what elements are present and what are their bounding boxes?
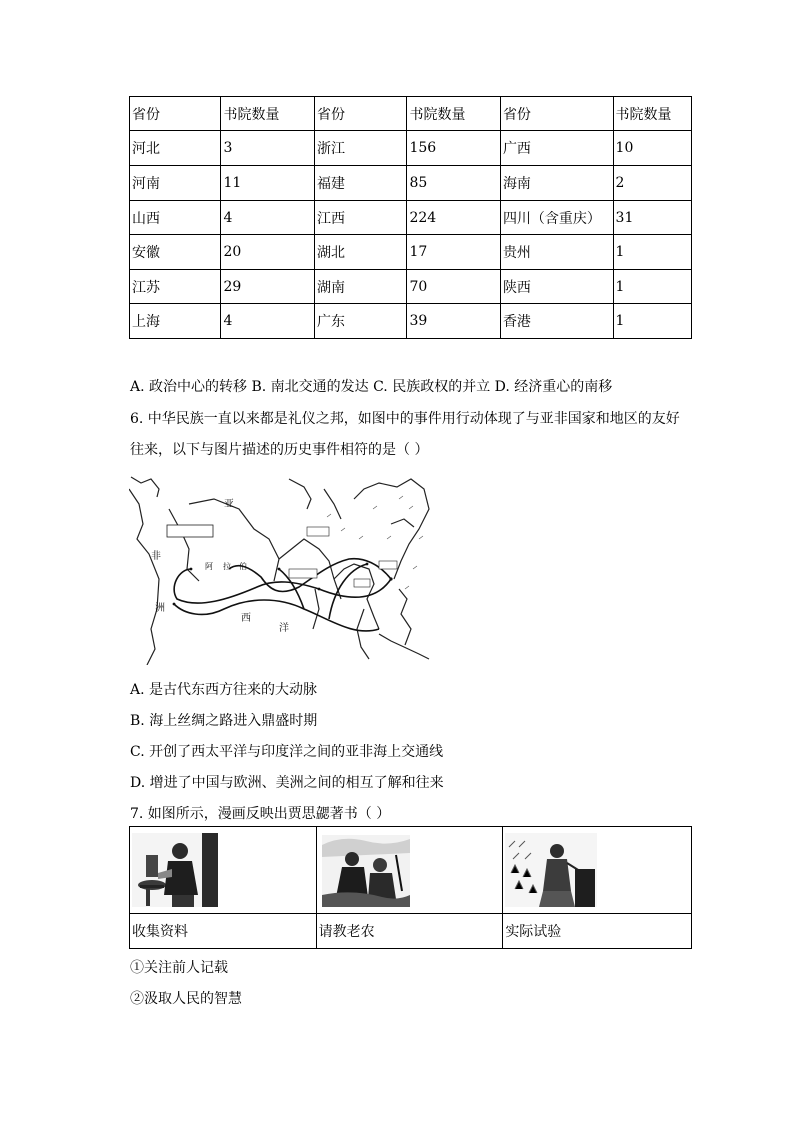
q6-option-d: D. 增进了中国与欧洲、美洲之间的相互了解和往来: [130, 775, 444, 791]
table-header-cell: 书院数量: [221, 97, 314, 131]
table-header-cell: 省份: [130, 97, 221, 131]
comic-image-row: [130, 827, 692, 914]
map-label-arabia-2: 拉: [223, 562, 231, 571]
table-cell: 1: [613, 304, 691, 339]
table-header-row: [130, 97, 692, 131]
table-cell: 海南: [500, 166, 613, 201]
table-cell: 广西: [500, 131, 613, 166]
q5-options: A. 政治中心的转移 B. 南北交通的发达 C. 民族政权的并立 D. 经济重心的南移: [130, 379, 613, 395]
table-cell: 85: [407, 166, 500, 201]
table-cell: 1: [613, 270, 691, 304]
table-cell: 陕西: [500, 270, 613, 304]
map-label-africa-2: 洲: [155, 603, 165, 614]
map-label-arabia-1: 阿: [205, 562, 213, 571]
asking-farmer-picture: [322, 835, 410, 907]
q6-option-a: A. 是古代东西方往来的大动脉: [130, 682, 318, 698]
table-cell: 2: [613, 166, 691, 201]
table-row: [130, 166, 692, 201]
table-cell: 224: [407, 201, 500, 235]
table-cell: 39: [407, 304, 500, 339]
field-experiment-picture: [505, 833, 597, 907]
voyage-route-map: [129, 469, 432, 665]
table-header-cell: 省份: [314, 97, 406, 131]
q7-item-1: ①关注前人记载: [130, 960, 228, 976]
comic-cell-reading: [130, 827, 317, 914]
table-cell: 31: [613, 201, 691, 235]
map-label-asia: 亚: [224, 499, 234, 510]
table-row: [130, 270, 692, 304]
q6-stem-line2: 往来，以下与图片描述的历史事件相符的是（ ）: [130, 442, 429, 458]
table-cell: 江西: [314, 201, 406, 235]
table-cell: 20: [221, 235, 314, 270]
table-cell: 10: [613, 131, 691, 166]
table-cell: 156: [407, 131, 500, 166]
scholar-reading-picture: [132, 833, 218, 907]
map-label-africa-1: 非: [151, 551, 161, 562]
jia-sixie-comic-table: [129, 826, 692, 949]
q6-option-b: B. 海上丝绸之路进入鼎盛时期: [130, 713, 318, 729]
table-row: [130, 304, 692, 339]
table-row: [130, 131, 692, 166]
caption-experiment: 实际试验: [503, 914, 692, 949]
table-cell: 70: [407, 270, 500, 304]
table-cell: 河北: [130, 131, 221, 166]
table-cell: 江苏: [130, 270, 221, 304]
table-header-cell: 书院数量: [613, 97, 691, 131]
caption-ask-farmer: 请教老农: [316, 914, 503, 949]
table-cell: 3: [221, 131, 314, 166]
comic-caption-row: [130, 914, 692, 949]
table-header-cell: 书院数量: [407, 97, 500, 131]
q6-stem-line1: 6. 中华民族一直以来都是礼仪之邦，如图中的事件用行动体现了与亚非国家和地区的友好: [130, 411, 680, 427]
table-cell: 4: [221, 304, 314, 339]
comic-cell-experiment: [503, 827, 692, 914]
table-cell: 山西: [130, 201, 221, 235]
academy-count-table: [129, 96, 692, 339]
table-row: [130, 201, 692, 235]
comic-cell-farmer: [316, 827, 503, 914]
table-row: [130, 235, 692, 270]
q7-stem: 7. 如图所示，漫画反映出贾思勰著书（ ）: [130, 806, 391, 822]
table-header-cell: 省份: [500, 97, 613, 131]
table-cell: 香港: [500, 304, 613, 339]
table-cell: 河南: [130, 166, 221, 201]
table-cell: 贵州: [500, 235, 613, 270]
q7-item-2: ②汲取人民的智慧: [130, 991, 242, 1007]
map-label-ocean-2: 洋: [279, 623, 289, 634]
table-cell: 广东: [314, 304, 406, 339]
table-cell: 4: [221, 201, 314, 235]
table-cell: 福建: [314, 166, 406, 201]
table-cell: 湖北: [314, 235, 406, 270]
table-cell: 湖南: [314, 270, 406, 304]
table-cell: 上海: [130, 304, 221, 339]
table-cell: 浙江: [314, 131, 406, 166]
table-cell: 17: [407, 235, 500, 270]
table-cell: 安徽: [130, 235, 221, 270]
table-cell: 四川（含重庆）: [500, 201, 613, 235]
table-cell: 11: [221, 166, 314, 201]
map-label-arabia-3: 伯: [239, 562, 247, 571]
map-label-ocean-1: 西: [241, 613, 251, 624]
table-cell: 1: [613, 235, 691, 270]
table-cell: 29: [221, 270, 314, 304]
q6-option-c: C. 开创了西太平洋与印度洋之间的亚非海上交通线: [130, 744, 444, 760]
caption-collect-materials: 收集资料: [130, 914, 317, 949]
